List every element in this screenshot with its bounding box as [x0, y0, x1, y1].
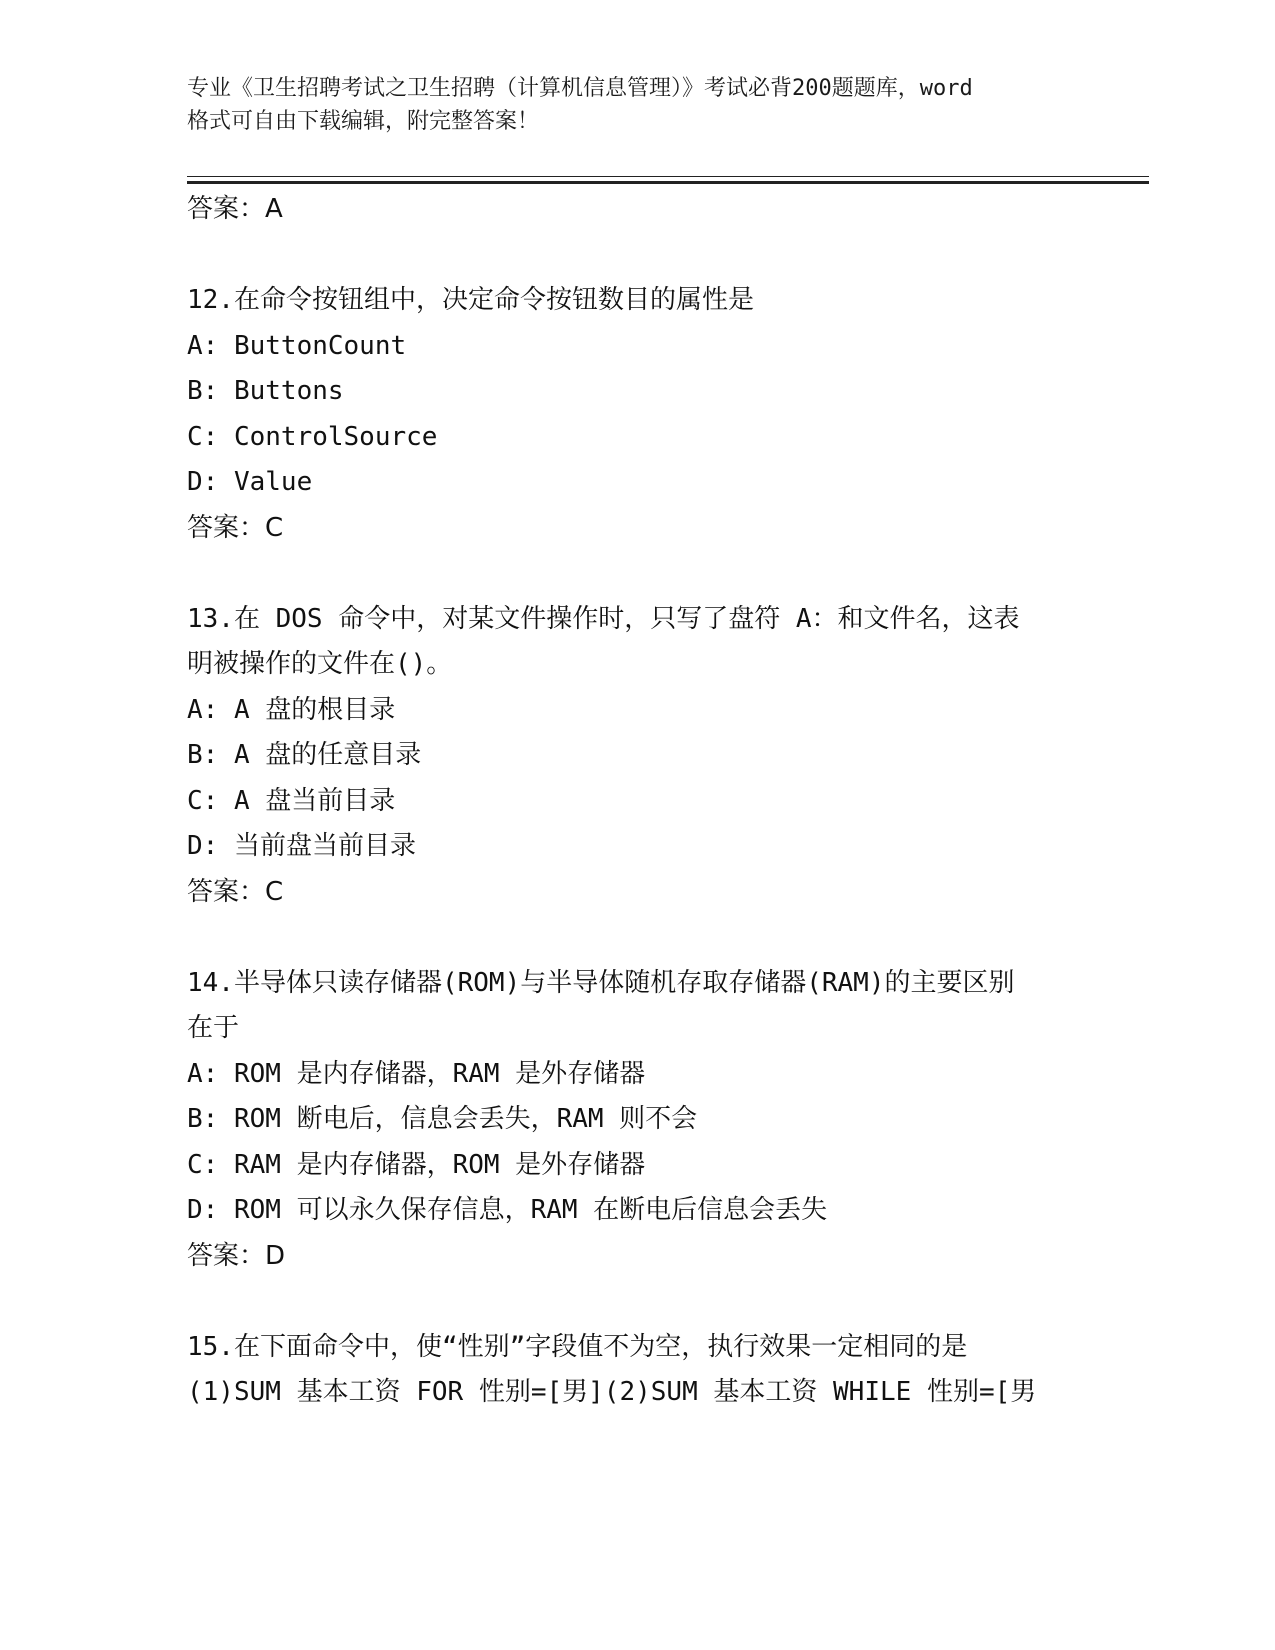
- question-stem-line-1: 13.在 DOS 命令中，对某文件操作时，只写了盘符 A：和文件名，这表: [187, 603, 1020, 634]
- answer-q13: 答案：C: [187, 876, 284, 907]
- option-b: B: A 盘的任意目录: [187, 740, 422, 770]
- document-header: [187, 72, 1087, 138]
- header-divider-thin: [187, 176, 1149, 177]
- question-list: [187, 187, 1087, 1416]
- option-d: D: Value: [187, 467, 313, 497]
- answer-q12: 答案：C: [187, 512, 284, 543]
- option-a: A: ButtonCount: [187, 330, 407, 361]
- question-stem-line-1: 14.半导体只读存储器(ROM)与半导体随机存取存储器(RAM)的主要区别: [187, 967, 1015, 998]
- header-line-2: 格式可自由下载编辑，附完整答案！: [187, 109, 540, 134]
- option-a: A: ROM 是内存储器，RAM 是外存储器: [187, 1058, 646, 1089]
- question-14: [187, 961, 1087, 1280]
- option-b: B: ROM 断电后，信息会丢失，RAM 则不会: [187, 1104, 698, 1134]
- question-stem: 12.在命令按钮组中，决定命令按钮数目的属性是: [187, 285, 754, 315]
- question-12: [187, 278, 1087, 551]
- header-line-1: 专业《卫生招聘考试之卫生招聘（计算机信息管理）》考试必背200题题库，word: [187, 76, 973, 101]
- header-divider-thick: [187, 181, 1149, 184]
- option-d: D: ROM 可以永久保存信息，RAM 在断电后信息会丢失: [187, 1195, 828, 1225]
- option-b: B: Buttons: [187, 376, 344, 406]
- question-stem-line-2: 在于: [187, 1013, 240, 1043]
- question-stem-line-2: 明被操作的文件在()。: [187, 649, 453, 679]
- question-stem-line-1: 15.在下面命令中，使“性别”字段值不为空，执行效果一定相同的是: [187, 1331, 968, 1362]
- option-c: C: ControlSource: [187, 421, 438, 452]
- answer-q14: 答案：D: [187, 1240, 286, 1271]
- option-a: A: A 盘的根目录: [187, 694, 396, 725]
- option-c: C: A 盘当前目录: [187, 785, 396, 816]
- question-stem-line-2: (1)SUM 基本工资 FOR 性别=[男](2)SUM 基本工资 WHILE 性别=[男: [187, 1377, 1037, 1407]
- option-c: C: RAM 是内存储器，ROM 是外存储器: [187, 1149, 646, 1180]
- answer-q11: 答案：A: [187, 194, 283, 224]
- question-15: [187, 1325, 1087, 1416]
- option-d: D: 当前盘当前目录: [187, 831, 416, 861]
- question-13: [187, 597, 1087, 916]
